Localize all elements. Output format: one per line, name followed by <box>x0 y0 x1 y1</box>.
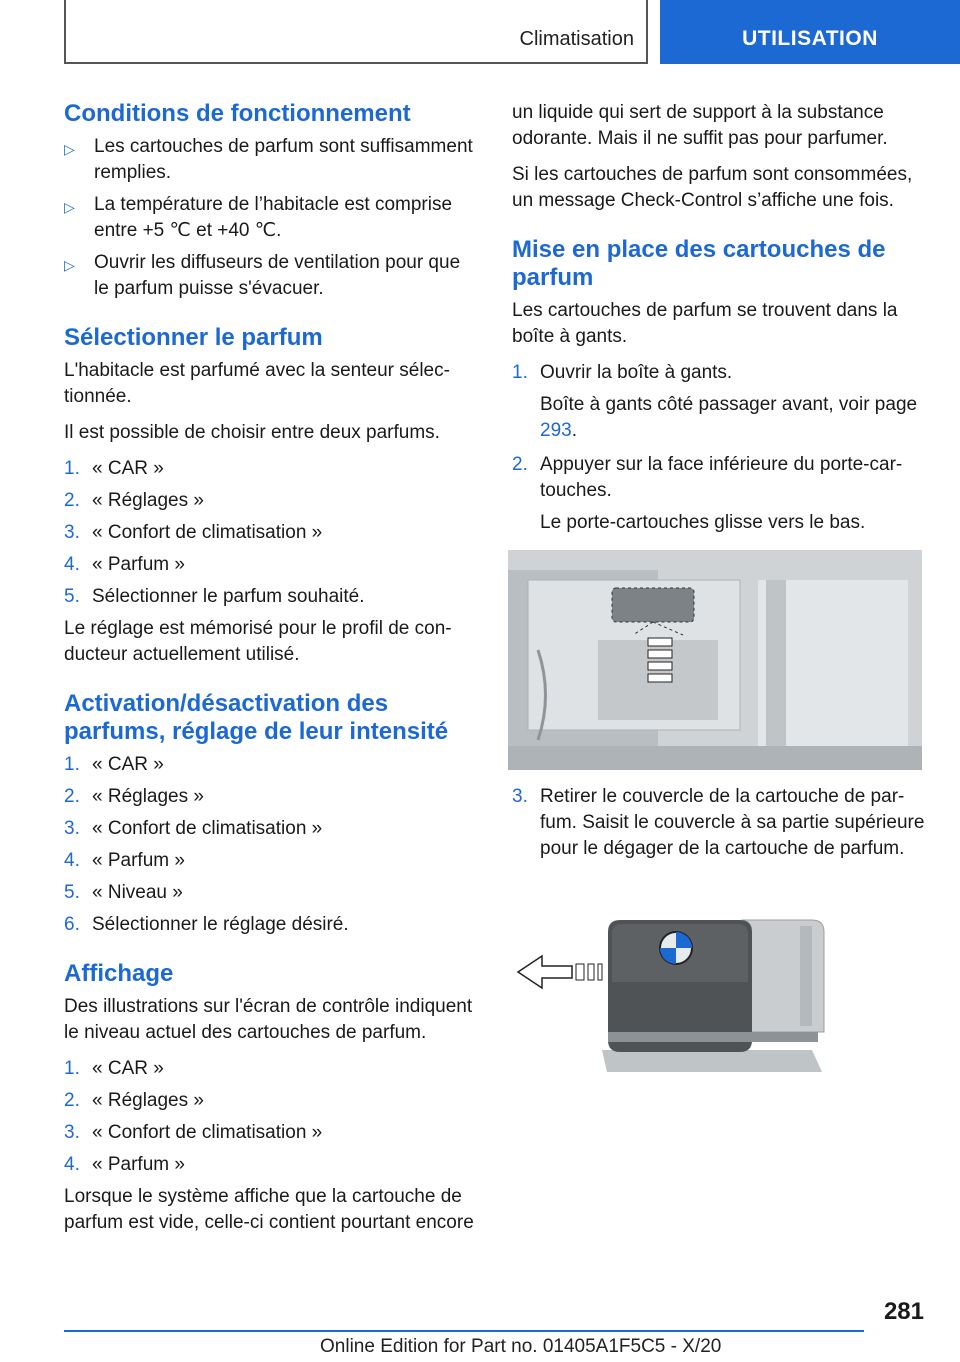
step-item: 1. Ouvrir la boîte à gants. <box>512 362 733 383</box>
bullet-item: ▷ Les cartouches de parfum sont suffisamment remplies. <box>64 134 480 186</box>
heading-activation: Activation/désactivation des parfums, réglage de leur intensité <box>64 690 449 745</box>
step-item: 3. « Confort de climatisation » <box>64 818 323 839</box>
perfume-cartridge-icon <box>512 902 926 1092</box>
left-column <box>64 100 480 1246</box>
header-section-title: Climatisation <box>519 28 634 50</box>
cartridge-illustration <box>512 902 926 1092</box>
step-item: 4. « Parfum » <box>64 850 185 871</box>
heading-install-cartridges: Mise en place des cartouches de parfum <box>512 236 886 291</box>
step-item: 2. « Réglages » <box>64 786 204 807</box>
step-item: 1. « CAR » <box>64 1058 164 1079</box>
step-item: 5. Sélectionner le parfum souhaité. <box>64 586 365 607</box>
step-item: 6. Sélectionner le réglage désiré. <box>64 914 349 935</box>
triangle-bullet-icon: ▷ <box>64 257 75 273</box>
footer-divider <box>64 1330 864 1332</box>
heading-conditions: Conditions de fonctionnement <box>64 100 411 127</box>
page-reference-link[interactable]: 293 <box>540 420 572 441</box>
step-item: 5. « Niveau » <box>64 882 183 903</box>
paragraph: Si les cartouches de parfum sont consommées, un message Check-Control s’affiche une fois. <box>512 164 913 211</box>
step-item: 2. « Réglages » <box>64 1090 204 1111</box>
step-item: 1. « CAR » <box>64 754 164 775</box>
step-item: 2. « Réglages » <box>64 490 204 511</box>
triangle-bullet-icon: ▷ <box>64 141 75 157</box>
step-item: 4. « Parfum » <box>64 1154 185 1175</box>
paragraph: Des illustrations sur l'écran de contrôle indiquent le niveau actuel des cartouches de parfum. <box>64 996 473 1043</box>
heading-select-perfume: Sélectionner le parfum <box>64 324 323 351</box>
paragraph: Il est possible de choisir entre deux parfums. <box>64 422 440 443</box>
step-item: 2. Appuyer sur la face inférieure du porte-car-touches. <box>512 454 903 501</box>
arrow-left-icon <box>518 956 602 988</box>
glovebox-illustration <box>508 550 922 770</box>
step-item: 3. Retirer le couvercle de la cartouche de par-fum. Saisit le couvercle à sa partie supérieure pour le dégager de la cartouche de parfum. <box>512 786 925 859</box>
step-item: 3. « Confort de climatisation » <box>64 1122 323 1143</box>
page-number: 281 <box>883 1298 924 1325</box>
paragraph: Le réglage est mémorisé pour le profil de con-ducteur actuellement utilisé. <box>64 618 452 665</box>
step-item: 4. « Parfum » <box>64 554 185 575</box>
paragraph: Lorsque le système affiche que la cartouche de parfum est vide, celle-ci contient pourtant encore <box>64 1186 474 1233</box>
step-item: 1. « CAR » <box>64 458 164 479</box>
header-chapter-tab: UTILISATION <box>660 0 960 64</box>
step-sub-text: Boîte à gants côté passager avant, voir page 293. <box>540 394 918 441</box>
glovebox-photo <box>508 550 922 770</box>
heading-display: Affichage <box>64 960 174 987</box>
paragraph: Les cartouches de parfum se trouvent dans la boîte à gants. <box>512 300 898 347</box>
step-item: 3. « Confort de climatisation » <box>64 522 323 543</box>
right-column <box>512 100 926 1092</box>
paragraph: L'habitacle est parfumé avec la senteur sélec-tionnée. <box>64 360 450 407</box>
footer-edition: Online Edition for Part no. 01405A1F5C5 - X/20 <box>320 1336 722 1357</box>
paragraph: un liquide qui sert de support à la substance odorante. Mais il ne suffit pas pour parfumer. <box>512 102 888 149</box>
step-sub-text: Le porte-cartouches glisse vers le bas. <box>540 512 866 533</box>
bullet-item: ▷ La température de l’habitacle est comprise entre +5 ℃ et +40 ℃. <box>64 192 480 244</box>
triangle-bullet-icon: ▷ <box>64 199 75 215</box>
bullet-item: ▷ Ouvrir les diffuseurs de ventilation pour que le parfum puisse s'évacuer. <box>64 250 480 302</box>
